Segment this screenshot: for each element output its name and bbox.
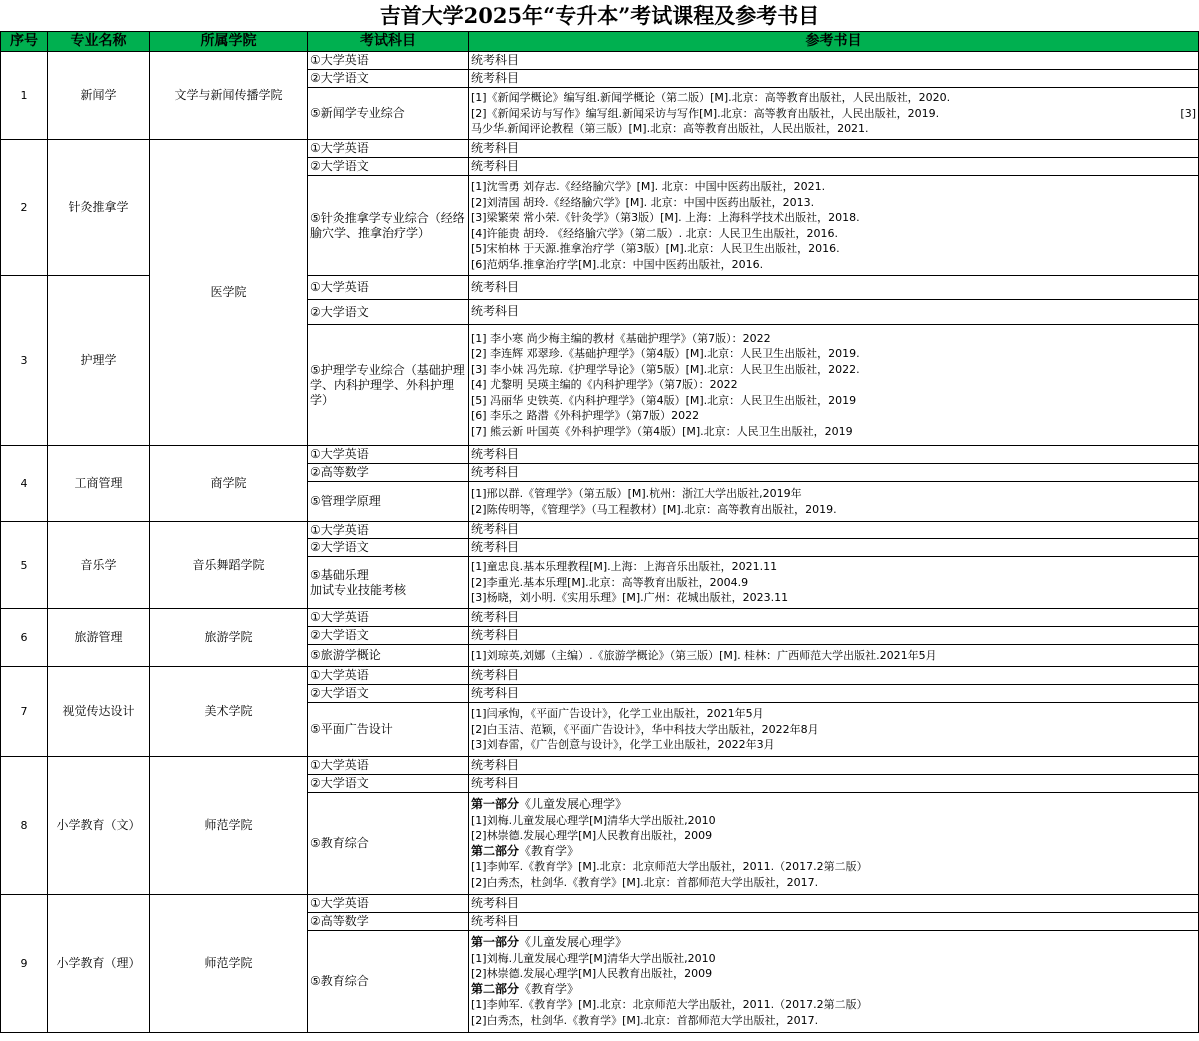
exam-subject: ⑤旅游学概论 (308, 645, 469, 667)
reference-item: [1]李帅军.《教育学》[M].北京：北京师范大学出版社，2011.（2017.2第二版） (471, 998, 868, 1011)
reference-text: 统考科目 (471, 667, 520, 682)
table-row (1, 522, 1199, 539)
table-row (1, 52, 1199, 70)
reference-books (469, 539, 1199, 557)
reference-item (471, 226, 1196, 242)
reference-text: [7] 熊云新 叶国英《外科护理学》（第4版）[M].北京：人民卫生出版社，2019 (471, 424, 853, 438)
reference-item (471, 447, 1196, 463)
college-name: 医学院 (150, 140, 308, 446)
reference-text: [2]陈传明等，《管理学》（马工程教材）[M].北京：高等教育出版社，2019. (471, 502, 837, 516)
reference-text: [6]范炳华.推拿治疗学[M].北京：中国中医药出版社，2016. (471, 257, 764, 271)
reference-item (471, 106, 1196, 122)
exam-subject: ②大学语文 (308, 627, 469, 645)
reference-books (469, 325, 1199, 446)
exam-subject: ⑤管理学原理 (308, 482, 469, 522)
exam-subject: ②大学语文 (308, 685, 469, 703)
reference-text: [5] 冯丽华 史铁英.《内科护理学》（第4版）[M].北京：人民卫生出版社，2019 (471, 393, 857, 407)
exam-subject: ⑤新闻学专业综合 (308, 88, 469, 140)
reference-text: [1]刘琼英,刘娜（主编）.《旅游学概论》（第三版）[M]. 桂林：广西师范大学出版社.2021年5月 (471, 648, 937, 662)
reference-item (471, 737, 1196, 753)
exam-subject: ②高等数学 (308, 464, 469, 482)
page-title: 吉首大学2025年“专升本”考试课程及参考书目 (379, 3, 820, 28)
row-number: 3 (1, 276, 48, 446)
part-label: 第二部分 (471, 843, 520, 858)
major-name: 小学教育（文） (48, 757, 150, 895)
part-label: 第二部分 (471, 981, 520, 996)
reference-text: 统考科目 (471, 522, 520, 537)
exam-subject: ①大学英语 (308, 52, 469, 70)
reference-books (469, 667, 1199, 685)
exam-subject: ①大学英语 (308, 276, 469, 300)
reference-item: [1]刘梅.儿童发展心理学[M]清华大学出版社,2010 (471, 813, 716, 827)
reference-books (469, 300, 1199, 325)
reference-item (471, 393, 1196, 409)
reference-books (469, 703, 1199, 757)
reference-item (471, 896, 1196, 912)
header-row (1, 32, 1199, 52)
part-label: 第一部分 (471, 935, 520, 949)
exam-subject: ①大学英语 (308, 667, 469, 685)
reference-item (471, 540, 1196, 556)
reference-text: [4]许能贵 胡玲. 《经络腧穴学》（第二版）. 北京：人民卫生出版社，2016. (471, 226, 839, 240)
reference-item (471, 706, 1196, 722)
reference-item: [1]李帅军.《教育学》[M].北京：北京师范大学出版社，2011.（2017.2第二版） (471, 860, 868, 873)
reference-item (471, 408, 1196, 424)
reference-text: [4] 尤黎明 吴瑛主编的《内科护理学》（第7版）：2022 (471, 378, 738, 392)
reference-item (471, 914, 1196, 930)
major-name: 新闻学 (48, 52, 150, 140)
reference-books (469, 685, 1199, 703)
reference-item (471, 486, 1196, 502)
reference-index: [3] (1180, 106, 1196, 120)
table-row (1, 895, 1199, 913)
reference-text: 马少华.新闻评论教程（第三版）[M].北京：高等教育出版社，人民出版社，2021. (471, 122, 869, 136)
course-table (0, 31, 1199, 1033)
exam-subject: ①大学英语 (308, 895, 469, 913)
row-number: 8 (1, 757, 48, 895)
reference-books (469, 276, 1199, 300)
exam-subject: ②大学语文 (308, 300, 469, 325)
reference-books (469, 645, 1199, 667)
header-no: 序号 (1, 32, 48, 52)
table-row (1, 667, 1199, 685)
reference-item (471, 776, 1196, 792)
row-number: 7 (1, 667, 48, 757)
reference-item (471, 195, 1196, 211)
row-number: 1 (1, 52, 48, 140)
reference-item (471, 121, 1196, 137)
table-row (1, 140, 1199, 158)
exam-subject: ①大学英语 (308, 609, 469, 627)
reference-text: 统考科目 (471, 913, 520, 928)
table-row (1, 757, 1199, 775)
reference-books (469, 775, 1199, 793)
part-heading (471, 797, 1196, 813)
reference-text: [3]刘春雷，《广告创意与设计》，化学工业出版社，2022年3月 (471, 738, 775, 752)
exam-subject: ⑤教育综合 (308, 931, 469, 1033)
reference-text: 统考科目 (471, 464, 520, 479)
exam-subject: ⑤平面广告设计 (308, 703, 469, 757)
exam-subject: ①大学英语 (308, 757, 469, 775)
reference-books (469, 931, 1199, 1033)
reference-item (471, 280, 1196, 296)
college-name: 音乐舞蹈学院 (150, 522, 308, 609)
row-number: 5 (1, 522, 48, 609)
reference-item (471, 610, 1196, 626)
reference-text: 统考科目 (471, 627, 520, 642)
reference-item (471, 668, 1196, 684)
reference-text: 统考科目 (471, 685, 520, 700)
part-subject: 《教育学》 (519, 843, 580, 858)
reference-item (471, 362, 1196, 378)
reference-text: 统考科目 (471, 158, 520, 173)
reference-text: [5]宋柏林 于天源.推拿治疗学（第3版）[M].北京：人民卫生出版社，2016. (471, 242, 840, 255)
reference-books (469, 609, 1199, 627)
reference-item: [2]白秀杰，杜剑华.《教育学》[M].北京：首都师范大学出版社，2017. (471, 875, 819, 889)
reference-books (469, 627, 1199, 645)
row-number: 4 (1, 446, 48, 522)
header-subject: 考试科目 (308, 32, 469, 52)
header-references: 参考书目 (469, 32, 1199, 52)
reference-item (471, 502, 1196, 518)
row-number: 2 (1, 140, 48, 276)
reference-text: 统考科目 (471, 895, 520, 910)
part-heading (471, 935, 1196, 951)
reference-item (471, 424, 1196, 440)
reference-text: [1]闫承恂，《平面广告设计》，化学工业出版社，2021年5月 (471, 707, 764, 721)
reference-item (471, 257, 1196, 273)
reference-item (471, 722, 1196, 738)
exam-subject: ⑤教育综合 (308, 793, 469, 895)
reference-item (471, 141, 1196, 157)
reference-item (471, 331, 1196, 347)
major-name: 工商管理 (48, 446, 150, 522)
reference-item (471, 210, 1196, 226)
reference-item (471, 346, 1196, 362)
reference-books (469, 464, 1199, 482)
reference-text: [1]邢以群.《管理学》（第五版）[M].杭州：浙江大学出版社,2019年 (471, 487, 802, 500)
part-heading (471, 982, 1196, 998)
reference-item (471, 53, 1196, 69)
header-college: 所属学院 (150, 32, 308, 52)
reference-books (469, 176, 1199, 276)
exam-subject: ②大学语文 (308, 158, 469, 176)
reference-books (469, 913, 1199, 931)
reference-books (469, 482, 1199, 522)
reference-item (471, 241, 1196, 257)
reference-text: 统考科目 (471, 609, 520, 624)
reference-text: [3]杨晓，刘小明.《实用乐理》[M].广州：花城出版社，2023.11 (471, 591, 789, 605)
major-name: 视觉传达设计 (48, 667, 150, 757)
reference-text: [1]《新闻学概论》编写组.新闻学概论（第二版）[M].北京：高等教育出版社，人民出版社，2020. (471, 91, 951, 105)
reference-books (469, 757, 1199, 775)
part-subject: 《教育学》 (519, 981, 580, 996)
college-name: 师范学院 (150, 757, 308, 895)
reference-books (469, 88, 1199, 140)
reference-item (471, 71, 1196, 87)
reference-text: [2]刘清国 胡玲.《经络腧穴学》[M]. 北京：中国中医药出版社，2013. (471, 195, 815, 209)
reference-books (469, 446, 1199, 464)
table-body (1, 52, 1199, 1033)
part-subject: 《儿童发展心理学》 (519, 935, 628, 949)
reference-item: [2]林崇德.发展心理学[M]人民教育出版社，2009 (471, 967, 713, 980)
reference-item (471, 628, 1196, 644)
reference-books (469, 140, 1199, 158)
exam-subject: ①大学英语 (308, 140, 469, 158)
exam-subject: ②高等数学 (308, 913, 469, 931)
reference-text: 统考科目 (471, 70, 520, 85)
exam-subject: ②大学语文 (308, 775, 469, 793)
reference-text: [3] 李小妹 冯先琼.《护理学导论》（第5版）[M].北京：人民卫生出版社，2022. (471, 362, 860, 376)
table-row (1, 609, 1199, 627)
reference-item (471, 590, 1196, 606)
reference-item: [1]刘梅.儿童发展心理学[M]清华大学出版社,2010 (471, 951, 716, 965)
exam-subject: ⑤护理学专业综合（基础护理学、内科护理学、外科护理学） (308, 325, 469, 446)
reference-item (471, 179, 1196, 195)
table-row (1, 446, 1199, 464)
part-subject: 《儿童发展心理学》 (519, 797, 628, 811)
exam-subject: ⑤基础乐理 加试专业技能考核 (308, 557, 469, 609)
row-number: 9 (1, 895, 48, 1033)
exam-subject: ①大学英语 (308, 522, 469, 539)
reference-text: 统考科目 (471, 140, 520, 155)
row-number: 6 (1, 609, 48, 667)
reference-text: 统考科目 (471, 446, 520, 461)
reference-text: [6] 李乐之 路潜《外科护理学》（第7版）2022 (471, 409, 700, 423)
reference-item (471, 465, 1196, 481)
reference-books (469, 793, 1199, 895)
reference-books (469, 70, 1199, 88)
reference-item (471, 559, 1196, 575)
reference-item (471, 304, 1196, 320)
reference-item: [2]白秀杰，杜剑华.《教育学》[M].北京：首都师范大学出版社，2017. (471, 1013, 819, 1027)
reference-books (469, 895, 1199, 913)
part-heading (471, 844, 1196, 860)
reference-text: 统考科目 (471, 757, 520, 772)
reference-item (471, 522, 1196, 538)
reference-text: [2] 李连辉 邓翠珍.《基础护理学》（第4版）[M].北京：人民卫生出版社，2019. (471, 347, 860, 361)
reference-text: [1]沈雪勇 刘存志.《经络腧穴学》[M]. 北京：中国中医药出版社，2021. (471, 180, 826, 193)
exam-subject: ⑤针灸推拿学专业综合（经络腧穴学、推拿治疗学） (308, 176, 469, 276)
reference-item (471, 686, 1196, 702)
major-name: 针灸推拿学 (48, 140, 150, 276)
reference-item: [2]林崇德.发展心理学[M]人民教育出版社，2009 (471, 829, 713, 842)
reference-text: 统考科目 (471, 279, 520, 294)
reference-item (471, 575, 1196, 591)
major-name: 旅游管理 (48, 609, 150, 667)
reference-text: 统考科目 (471, 52, 520, 67)
reference-text: [3]梁繁荣 常小荣.《针灸学》（第3版）[M]. 上海：上海科学技术出版社，2018. (471, 211, 860, 224)
reference-text: 统考科目 (471, 304, 520, 319)
college-name: 商学院 (150, 446, 308, 522)
part-label: 第一部分 (471, 797, 520, 811)
reference-text: [1]童忠良.基本乐理教程[M].上海：上海音乐出版社，2021.11 (471, 560, 778, 574)
reference-text: [2]李重光.基本乐理[M].北京：高等教育出版社，2004.9 (471, 575, 749, 589)
college-name: 美术学院 (150, 667, 308, 757)
reference-text: 统考科目 (471, 539, 520, 554)
reference-text: 统考科目 (471, 775, 520, 790)
exam-subject: ①大学英语 (308, 446, 469, 464)
college-name: 文学与新闻传播学院 (150, 52, 308, 140)
major-name: 小学教育（理） (48, 895, 150, 1033)
major-name: 护理学 (48, 276, 150, 446)
exam-subject: ②大学语文 (308, 70, 469, 88)
major-name: 音乐学 (48, 522, 150, 609)
reference-books (469, 522, 1199, 539)
college-name: 旅游学院 (150, 609, 308, 667)
college-name: 师范学院 (150, 895, 308, 1033)
reference-text: [1] 李小寒 尚少梅主编的教材《基础护理学》（第7版）：2022 (471, 331, 771, 345)
reference-text: [2]《新闻采访与写作》编写组.新闻采访与写作[M].北京：高等教育出版社，人民出版社，2019. (471, 106, 940, 120)
exam-subject: ②大学语文 (308, 539, 469, 557)
reference-books (469, 52, 1199, 70)
reference-books (469, 557, 1199, 609)
reference-text: [2]白玉洁、范颖，《平面广告设计》，华中科技大学出版社，2022年8月 (471, 722, 819, 736)
reference-item (471, 648, 1196, 664)
header-major: 专业名称 (48, 32, 150, 52)
reference-books (469, 158, 1199, 176)
reference-item (471, 377, 1196, 393)
reference-item (471, 758, 1196, 774)
reference-item (471, 159, 1196, 175)
reference-item (471, 90, 1196, 106)
